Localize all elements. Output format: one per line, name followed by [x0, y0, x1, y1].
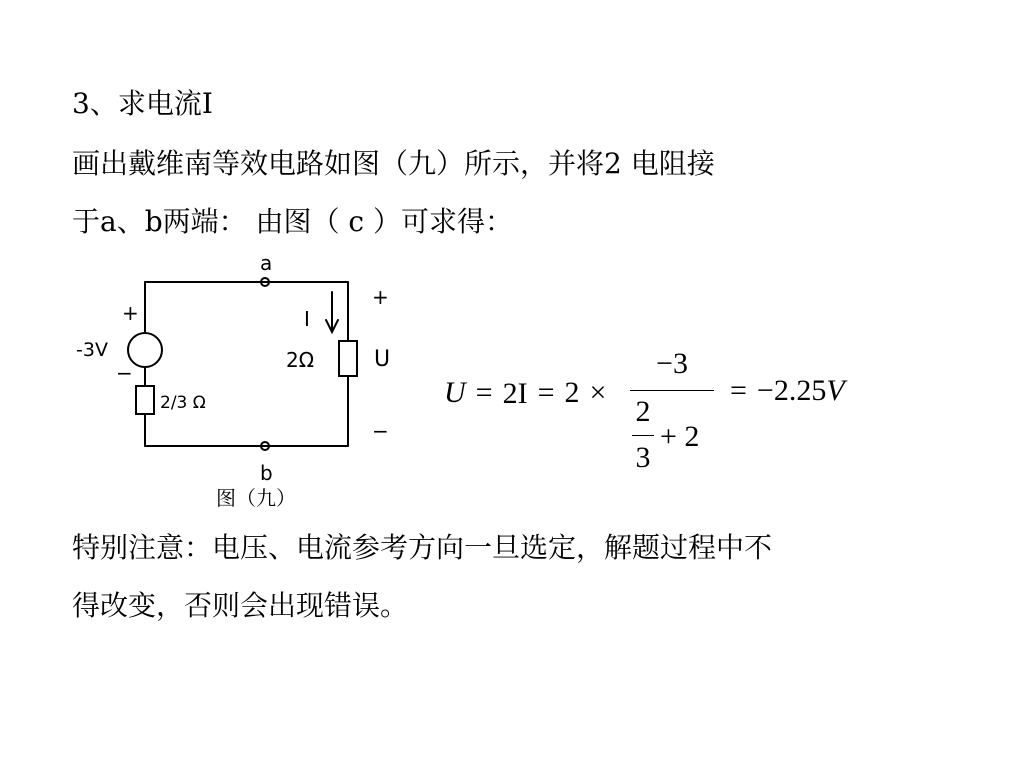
eq-result-unit: V [826, 374, 845, 407]
right-resistor-value-label: 2Ω [286, 348, 315, 372]
left-resistor-value-label: 2/3 Ω [160, 393, 206, 413]
eq-lhs: U [444, 376, 466, 410]
voltage-label: U [374, 347, 391, 372]
equation-result [720, 372, 845, 410]
eq-term-text: 2I [502, 377, 528, 411]
inner-numerator: 2 [635, 395, 651, 428]
eq-sign-3: = [730, 374, 747, 407]
node-a-label: a [260, 251, 273, 275]
inner-denominator: 3 [635, 441, 651, 474]
voltage-source-symbol [128, 333, 162, 367]
right-resistor-symbol [339, 341, 357, 376]
source-plus-label: + [122, 301, 139, 325]
fraction-denominator [630, 395, 714, 485]
source-minus-label: − [116, 361, 133, 385]
voltage-plus-label: + [372, 285, 389, 309]
eq-coefficient: 2 [564, 376, 580, 410]
left-resistor-symbol [136, 386, 154, 414]
fraction-bar [630, 390, 714, 391]
source-value-label: -3V [76, 339, 108, 361]
main-fraction [630, 345, 714, 485]
plus-two: + 2 [660, 420, 700, 453]
eq-term-2i [503, 373, 528, 413]
equation-head [444, 372, 616, 410]
thevenin-circuit-diagram [60, 248, 420, 493]
eq-sign-2: = [537, 376, 555, 410]
fraction-numerator: −3 [656, 347, 688, 380]
note-line-1: 特别注意：电压、电流参考方向一旦选定，解题过程中不 [72, 531, 773, 564]
eq-times: × [589, 376, 607, 410]
node-b-label: b [260, 461, 273, 485]
description-line-1: 画出戴维南等效电路如图（九）所示，并将2 电阻接 [72, 147, 715, 180]
voltage-minus-label: − [372, 419, 389, 443]
eq-sign-1: = [475, 376, 493, 410]
problem-heading: 3、求电流I [72, 87, 213, 120]
eq-result-value: −2.25 [756, 374, 827, 407]
figure-caption: 图（九） [216, 486, 296, 510]
inner-fraction-bar [632, 435, 654, 436]
note-line-2: 得改变，否则会出现错误。 [72, 589, 409, 622]
current-label: I [304, 307, 310, 331]
description-line-2: 于a、b两端： 由图（ c ）可求得： [72, 205, 514, 238]
voltage-equation [444, 345, 864, 485]
